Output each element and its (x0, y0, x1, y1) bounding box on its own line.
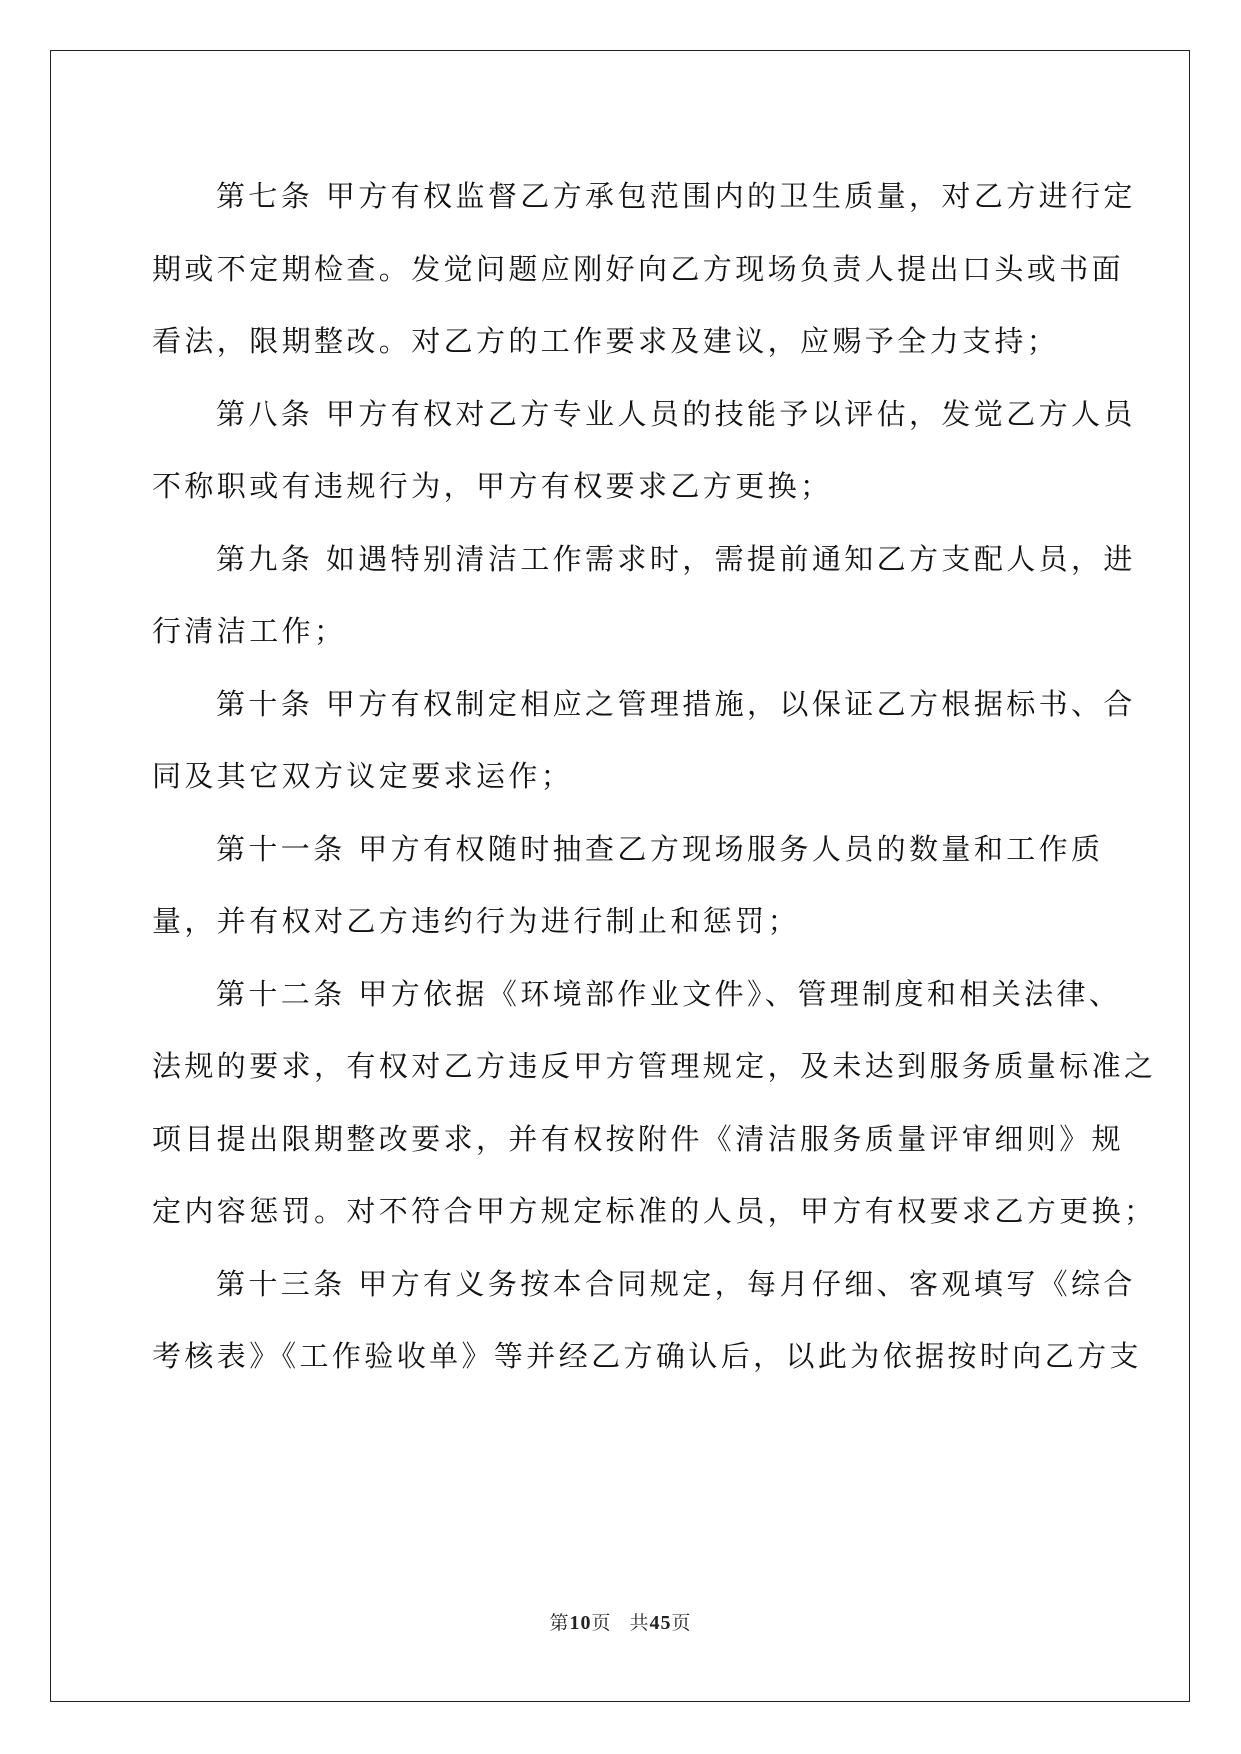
text-line: 法规的要求，有权对乙方违反甲方管理规定，及未达到服务质量标准之 (152, 1049, 1157, 1083)
text-line: 行清洁工作； (152, 614, 347, 648)
clause-12 (152, 958, 1157, 1248)
clause-13 (152, 1248, 1142, 1393)
page-number: 10 (569, 1612, 592, 1634)
page-suffix: 页 (591, 1612, 612, 1634)
text-line: 第八条 甲方有权对乙方专业人员的技能予以评估，发觉乙方人员 (216, 396, 1136, 431)
text-line: 量，并有权对乙方违约行为进行制止和惩罚； (152, 904, 801, 938)
page-prefix: 第 (549, 1612, 570, 1634)
document-body (152, 160, 1157, 1393)
total-pages: 45 (649, 1612, 672, 1634)
text-line: 第七条 甲方有权监督乙方承包范围内的卫生质量，对乙方进行定 (216, 179, 1136, 213)
text-line: 项目提出限期整改要求，并有权按附件《清洁服务质量评审细则》规 (152, 1121, 1125, 1156)
clause-10 (152, 668, 1136, 813)
text-line: 不称职或有违规行为，甲方有权要求乙方更换； (152, 469, 833, 503)
text-line: 看法，限期整改。对乙方的工作要求及建议，应赐予全力支持； (152, 324, 1060, 358)
total-prefix: 共 (629, 1612, 650, 1634)
clause-11 (152, 813, 1112, 958)
text-line: 期或不定期检查。发觉问题应刚好向乙方现场负责人提出口头或书面 (152, 251, 1125, 286)
total-suffix: 页 (671, 1612, 692, 1634)
text-line: 第十条 甲方有权制定相应之管理措施，以保证乙方根据标书、合 (216, 686, 1136, 721)
text-line: 第九条 如遇特别清洁工作需求时，需提前通知乙方支配人员，进 (216, 541, 1136, 576)
text-line: 第十三条 甲方有义务按本合同规定，每月仔细、客观填写《综合 (216, 1266, 1136, 1301)
text-line: 第十一条 甲方有权随时抽查乙方现场服务人员的数量和工作质 (216, 831, 1104, 866)
clause-8 (152, 378, 1136, 523)
text-line: 同及其它双方议定要求运作； (152, 759, 574, 793)
text-line: 考核表》《工作验收单》等并经乙方确认后，以此为依据按时向乙方支 (152, 1339, 1142, 1373)
clause-7 (152, 160, 1136, 378)
page-footer (0, 1608, 1241, 1635)
text-line: 第十二条 甲方依据《环境部作业文件》、管理制度和相关法律、 (216, 976, 1122, 1011)
text-line: 定内容惩罚。对不符合甲方规定标准的人员，甲方有权要求乙方更换； (152, 1194, 1157, 1228)
clause-9 (152, 523, 1136, 668)
